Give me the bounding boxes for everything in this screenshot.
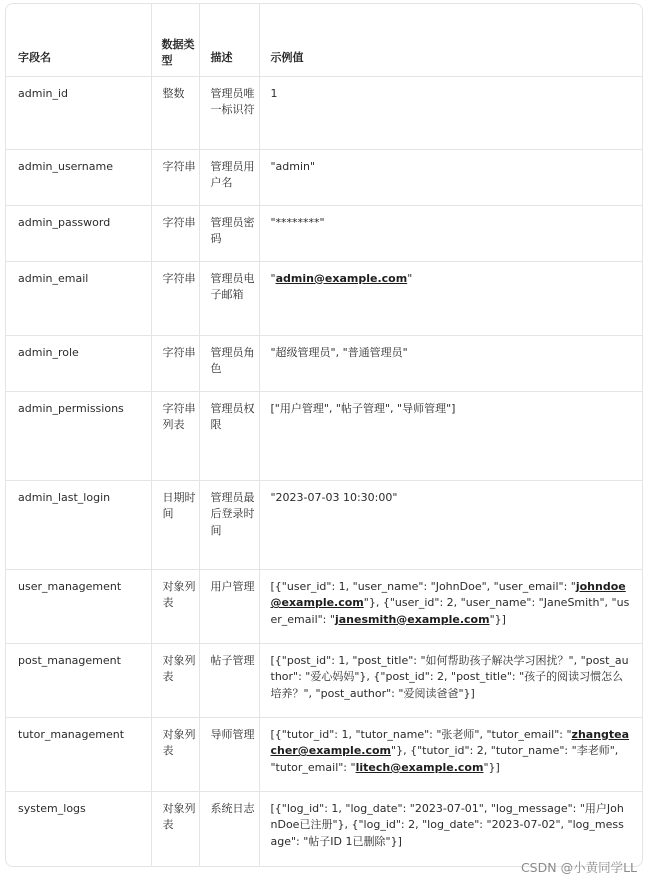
description-cell: 管理员用户名 <box>199 149 259 205</box>
table-row <box>6 569 642 643</box>
email-link[interactable]: admin@example.com <box>275 271 408 285</box>
example-text: " <box>407 271 413 285</box>
example-value-cell <box>259 791 642 866</box>
table-row <box>6 149 642 205</box>
field-name-cell: post_management <box>6 643 151 717</box>
example-value-cell <box>259 569 642 643</box>
example-text: [{"log_id": 1, "log_date": "2023-07-01", "log_message": "用户JohnDoe已注册"}, {"log_id": 2, "log_date": "2023-07-02", "log_message": "帖子ID 1已删除"}] <box>270 801 624 848</box>
table-row <box>6 335 642 391</box>
table-row <box>6 480 642 569</box>
field-name-cell: tutor_management <box>6 717 151 791</box>
email-link[interactable]: zhangteacher@example.com <box>270 727 630 757</box>
table-row <box>6 261 642 335</box>
example-value-cell <box>259 643 642 717</box>
data-type-cell: 对象列表 <box>151 569 199 643</box>
header-row <box>6 4 642 76</box>
schema-table-container <box>5 3 643 867</box>
watermark: CSDN @小黄同学LL <box>520 860 637 875</box>
example-text: "}, {"tutor_id": 2, "tutor_name": "李老师", "tutor_email": " <box>270 744 619 774</box>
table-body <box>6 76 642 866</box>
description-cell: 系统日志 <box>199 791 259 866</box>
example-text: "}] <box>483 760 500 774</box>
description-cell: 管理员权限 <box>199 391 259 480</box>
example-value-cell <box>259 391 642 480</box>
header-field-name: 字段名 <box>6 4 151 76</box>
data-type-cell: 对象列表 <box>151 791 199 866</box>
example-text: " <box>270 271 276 285</box>
example-text: "admin" <box>270 159 316 173</box>
header-example-value: 示例值 <box>259 4 642 76</box>
description-cell: 用户管理 <box>199 569 259 643</box>
data-type-cell: 对象列表 <box>151 643 199 717</box>
example-text: 1 <box>270 86 278 100</box>
table-row <box>6 791 642 866</box>
field-name-cell: admin_permissions <box>6 391 151 480</box>
example-value-cell <box>259 149 642 205</box>
data-type-cell: 字符串 <box>151 205 199 261</box>
email-link[interactable]: janesmith@example.com <box>334 612 490 626</box>
data-type-cell: 日期时间 <box>151 480 199 569</box>
example-value-cell <box>259 205 642 261</box>
field-name-cell: admin_password <box>6 205 151 261</box>
description-cell: 管理员电子邮箱 <box>199 261 259 335</box>
example-text: [{"user_id": 1, "user_name": "JohnDoe", "user_email": " <box>270 579 576 593</box>
example-text: [{"tutor_id": 1, "tutor_name": "张老师", "tutor_email": " <box>270 727 572 741</box>
example-value-cell <box>259 335 642 391</box>
example-text: "}, {"user_id": 2, "user_name": "JaneSmith", "user_email": " <box>270 596 630 626</box>
data-type-cell: 字符串列表 <box>151 391 199 480</box>
field-name-cell: admin_username <box>6 149 151 205</box>
table-row <box>6 76 642 149</box>
description-cell: 帖子管理 <box>199 643 259 717</box>
data-type-cell: 整数 <box>151 76 199 149</box>
email-link[interactable]: johndoe@example.com <box>270 579 626 609</box>
table-row <box>6 391 642 480</box>
field-name-cell: admin_last_login <box>6 480 151 569</box>
example-value-cell <box>259 717 642 791</box>
field-name-cell: system_logs <box>6 791 151 866</box>
example-text: ["用户管理", "帖子管理", "导师管理"] <box>270 401 456 415</box>
example-text: "超级管理员", "普通管理员" <box>270 345 408 359</box>
data-type-cell: 字符串 <box>151 261 199 335</box>
description-cell: 管理员唯一标识符 <box>199 76 259 149</box>
email-link[interactable]: litech@example.com <box>355 760 484 774</box>
data-type-cell: 对象列表 <box>151 717 199 791</box>
example-value-cell <box>259 261 642 335</box>
example-value-cell <box>259 76 642 149</box>
table-row <box>6 643 642 717</box>
data-type-cell: 字符串 <box>151 335 199 391</box>
example-text: "********" <box>270 215 325 229</box>
table-row <box>6 717 642 791</box>
table-row <box>6 205 642 261</box>
header-data-type: 数据类型 <box>151 4 199 76</box>
field-name-cell: admin_role <box>6 335 151 391</box>
description-cell: 导师管理 <box>199 717 259 791</box>
example-value-cell <box>259 480 642 569</box>
header-description: 描述 <box>199 4 259 76</box>
example-text: "2023-07-03 10:30:00" <box>270 490 398 504</box>
description-cell: 管理员角色 <box>199 335 259 391</box>
example-text: [{"post_id": 1, "post_title": "如何帮助孩子解决学习困扰？", "post_author": "爱心妈妈"}, {"post_id": 2, "post_title": "孩子的阅读习惯怎么培养？", "post_author": "爱阅读爸爸"}] <box>270 653 629 700</box>
field-name-cell: admin_id <box>6 76 151 149</box>
field-name-cell: admin_email <box>6 261 151 335</box>
description-cell: 管理员密码 <box>199 205 259 261</box>
data-type-cell: 字符串 <box>151 149 199 205</box>
example-text: "}] <box>489 612 506 626</box>
description-cell: 管理员最后登录时间 <box>199 480 259 569</box>
admin-schema-table <box>6 4 642 866</box>
field-name-cell: user_management <box>6 569 151 643</box>
